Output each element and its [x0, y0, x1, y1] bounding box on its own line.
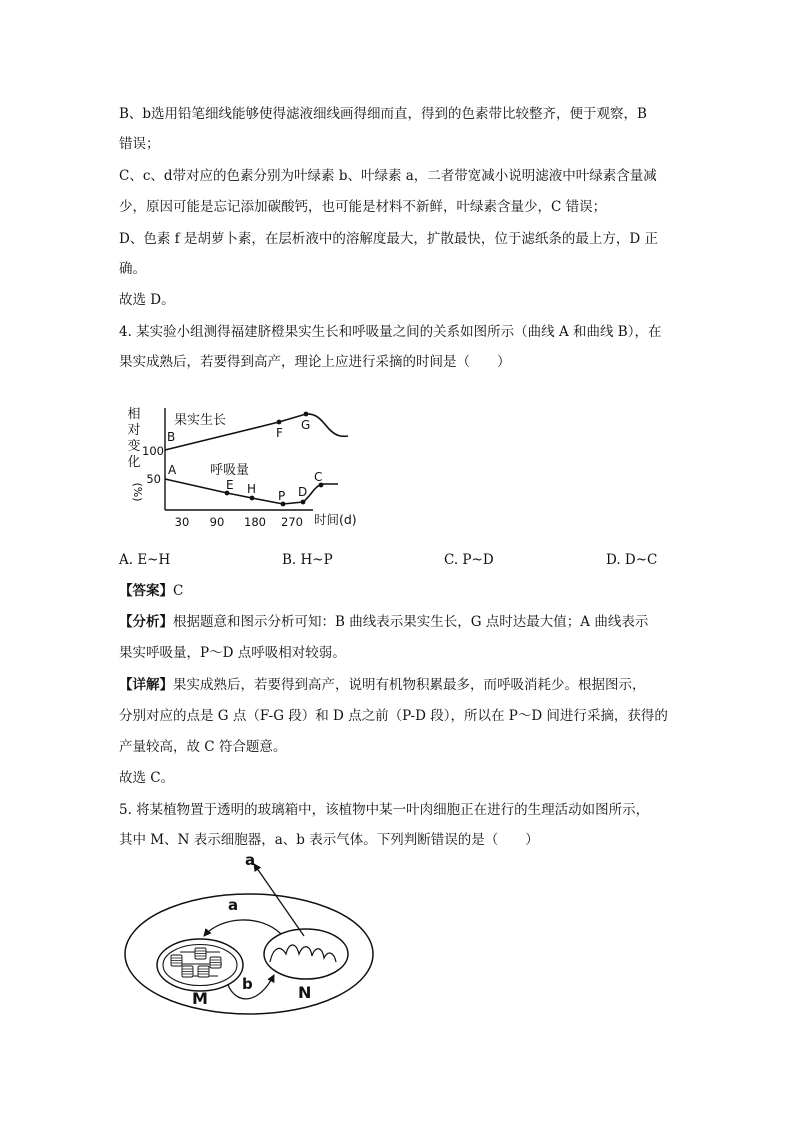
- y-axis-unit: (%): [131, 482, 144, 502]
- y-tick-label: 100: [142, 444, 164, 458]
- cell-membrane: [125, 894, 373, 1014]
- question-stem: 5. 将某植物置于透明的玻璃箱中，该植物中某一叶肉细胞正在进行的生理活动如图所示，: [119, 802, 650, 818]
- gas-a-inner-label: a: [228, 896, 239, 914]
- option-b: B. H~P: [282, 552, 333, 568]
- point-g-label: G: [301, 418, 311, 432]
- text-line: 分别对应的点是 G 点（F-G 段）和 D 点之前（P-D 段），所以在 P～D 间进行采摘，获得的: [119, 708, 668, 724]
- mitochondrion-n: [264, 929, 348, 979]
- point-h: [250, 496, 255, 501]
- analysis-tag: 【分析】: [119, 614, 173, 630]
- gas-b-label: b: [242, 975, 253, 993]
- text-line: 果实呼吸量，P～D 点呼吸相对较弱。: [119, 645, 346, 661]
- y-axis-label-char: 对: [127, 423, 141, 438]
- x-tick-label: 270: [281, 515, 303, 529]
- point-d: [301, 500, 306, 505]
- point-g: [304, 412, 309, 417]
- arrow-gas-a-out: [254, 864, 304, 936]
- analysis-text: 根据题意和图示分析可知：B 曲线表示果实生长，G 点时达最大值；A 曲线表示: [173, 614, 649, 630]
- answer-line: [119, 581, 183, 601]
- option-d: D. D~C: [606, 552, 658, 568]
- x-tick-label: 90: [209, 515, 225, 529]
- answer-value: C: [173, 583, 184, 599]
- x-axis-label: 时间(d): [314, 512, 357, 527]
- x-tick-label: 180: [244, 515, 266, 529]
- point-p-label: P: [278, 489, 286, 503]
- answer-tag: 【答案】: [119, 583, 173, 599]
- text-line: 确。: [119, 261, 146, 277]
- leaf-cell-diagram: [118, 852, 382, 1017]
- analysis-line: [119, 612, 648, 632]
- detail-text: 果实成熟后，若要得到高产，说明有机物积累最多，而呼吸消耗少。根据图示，: [173, 677, 646, 693]
- point-h-label: H: [247, 482, 257, 496]
- text-line: D、色素 f 是胡萝卜素，在层析液中的溶解度最大，扩散最快，位于滤纸条的最上方，D 正: [119, 231, 659, 247]
- arrow-gas-a-inner: [204, 920, 281, 936]
- detail-tag: 【详解】: [119, 677, 173, 693]
- curve-b-name: 果实生长: [174, 413, 227, 428]
- y-axis-label-char: 变: [127, 439, 141, 454]
- point-d-label: D: [298, 485, 308, 499]
- question-stem: 4. 某实验小组测得福建脐橙果实生长和呼吸量之间的关系如图所示（曲线 A 和曲线 B），在: [119, 324, 662, 340]
- option-c: C. P~D: [444, 552, 494, 568]
- text-line: C、c、d带对应的色素分别为叶绿素 b、叶绿素 a，二者带宽减小说明滤液中叶绿素含量减: [119, 168, 657, 184]
- x-tick-label: 30: [174, 515, 190, 529]
- growth-respiration-chart: [118, 396, 368, 530]
- option-a: A. E~H: [119, 552, 171, 568]
- point-f: [277, 420, 282, 425]
- y-axis-label-char: 化: [127, 455, 141, 470]
- organelle-n-label: N: [298, 983, 312, 1002]
- point-e-label: E: [226, 478, 234, 492]
- question-stem: 果实成熟后，若要得到高产，理论上应进行采摘的时间是（ ）: [119, 354, 511, 370]
- question-stem: 其中 M、N 表示细胞器，a、b 表示气体。下列判断错误的是（ ）: [119, 832, 539, 848]
- text-line: 错误；: [119, 136, 160, 152]
- y-axis-label-char: 相: [127, 407, 141, 422]
- point-f-label: F: [276, 426, 283, 440]
- choice-line: 故选 C。: [119, 770, 175, 786]
- point-c-label: C: [314, 470, 323, 484]
- curve-a-name: 呼吸量: [210, 463, 250, 478]
- curve-a-start-label: A: [168, 463, 177, 477]
- curve-b-start-label: B: [167, 430, 176, 444]
- detail-line: [119, 675, 646, 695]
- text-line: 产量较高，故 C 符合题意。: [119, 739, 287, 755]
- y-tick-label: 50: [146, 472, 161, 486]
- gas-a-top-label: a: [245, 852, 256, 869]
- text-line: B、b选用铅笔细线能够使得滤液细线画得细而直，得到的色素带比较整齐，便于观察，B: [119, 106, 647, 122]
- chloroplast-m: [157, 939, 243, 991]
- organelle-m-label: M: [192, 989, 208, 1008]
- text-line: 少，原因可能是忘记添加碳酸钙，也可能是材料不新鲜，叶绿素含量少，C 错误；: [119, 199, 607, 215]
- choice-line: 故选 D。: [119, 292, 175, 308]
